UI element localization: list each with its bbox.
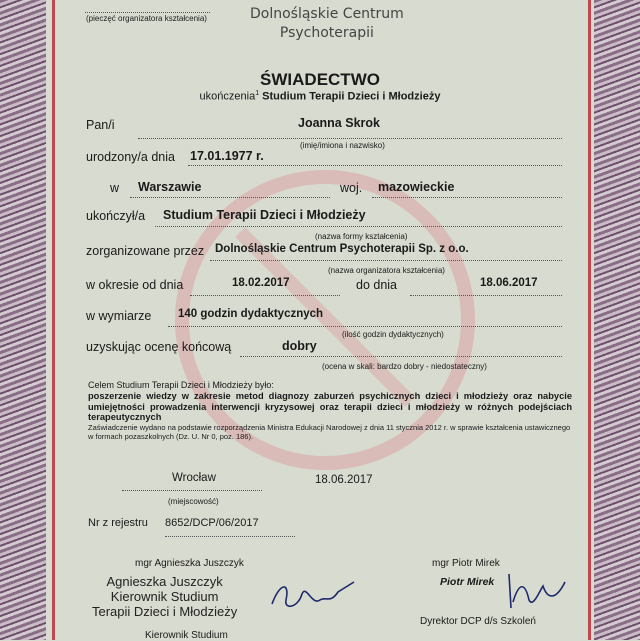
purpose-section bbox=[88, 380, 572, 441]
stamp-line-1: Agnieszka Juszczyk bbox=[106, 574, 223, 589]
subtitle-prefix: ukończenia bbox=[199, 90, 256, 103]
stamp-line-3: Terapii Dzieci i Młodzieży bbox=[92, 604, 238, 619]
period-label: w okresie od dnia bbox=[86, 278, 184, 292]
registry-value: 8652/DCP/06/2017 bbox=[165, 517, 259, 529]
organizer-logo bbox=[250, 5, 404, 43]
born-label: urodzony/a dnia bbox=[86, 150, 175, 164]
stamp-caption: (pieczęć organizatora kształcenia) bbox=[86, 14, 207, 23]
name-caption: (imię/imiona i nazwisko) bbox=[300, 141, 385, 150]
period-to-label: do dnia bbox=[356, 278, 398, 292]
document-title: ŚWIADECTWO bbox=[260, 70, 380, 89]
organized-caption: (nazwa organizatora kształcenia) bbox=[328, 266, 445, 275]
place-caption: (miejscowość) bbox=[168, 497, 219, 506]
left-signature bbox=[268, 578, 358, 614]
grade-label: uzyskując ocenę końcową bbox=[86, 340, 232, 354]
registry-label: Nr z rejestru bbox=[88, 517, 148, 529]
completed-caption: (nazwa formy kształcenia) bbox=[315, 232, 408, 241]
stamp-line-2: Kierownik Studium bbox=[110, 589, 219, 604]
right-signatory-name: mgr Piotr Mirek bbox=[432, 558, 500, 569]
right-stamp-name: Piotr Mirek bbox=[440, 576, 495, 588]
organized-label: zorganizowane przez bbox=[86, 244, 205, 258]
left-signatory-role: Kierownik Studium bbox=[145, 630, 228, 641]
issue-place: Wrocław bbox=[172, 472, 216, 484]
footnote-mark: 1 bbox=[255, 90, 260, 97]
hours-label: w wymiarze bbox=[86, 309, 152, 323]
grade-value: dobry bbox=[282, 339, 317, 353]
name-value: Joanna Skrok bbox=[298, 116, 380, 130]
right-signatory-role: Dyrektor DCP d/s Szkoleń bbox=[420, 616, 536, 627]
logo-line-1: Dolnośląskie Centrum bbox=[250, 6, 404, 22]
logo-line-2: Psychoterapii bbox=[279, 25, 374, 41]
hours-caption: (ilość godzin dydaktycznych) bbox=[342, 330, 444, 339]
born-value: 17.01.1977 r. bbox=[190, 149, 264, 163]
document-subtitle bbox=[0, 90, 640, 103]
legal-basis: Zaświadczenie wydano na podstawie rozporządzenia Ministra Edukacji Narodowej z dnia 11 stycznia 2012 r. w sprawie kształcenia ustawicznego w formach pozaszkolnych (Dz. U. Nr 0, poz. 186). bbox=[88, 422, 571, 441]
organized-value: Dolnośląskie Centrum Psychoterapii Sp. z o.o. bbox=[215, 243, 469, 255]
name-label: Pan/i bbox=[86, 118, 115, 132]
purpose-intro: Celem Studium Terapii Dzieci i Młodzieży było: bbox=[88, 380, 274, 390]
voivodeship-label: woj. bbox=[340, 181, 363, 195]
purpose-text: poszerzenie wiedzy w zakresie metod diagnozy zaburzeń psychicznych dzieci i młodzieży oraz nabycie umiejętności prowadzenia interwencji kryzysowej oraz terapii dzieci i młodzieży w różnych podejściach terapeutycznych bbox=[88, 391, 572, 422]
voivodeship-value: mazowieckie bbox=[378, 180, 455, 194]
period-from: 18.02.2017 bbox=[232, 277, 290, 289]
period-to: 18.06.2017 bbox=[480, 277, 538, 289]
right-signature bbox=[505, 572, 575, 610]
left-signatory-name: mgr Agnieszka Juszczyk bbox=[135, 558, 244, 569]
completed-label: ukończył/a bbox=[86, 209, 146, 223]
completed-value: Studium Terapii Dzieci i Młodzieży bbox=[163, 208, 366, 222]
place-label: w bbox=[110, 181, 120, 195]
grade-caption: (ocena w skali: bardzo dobry - niedostateczny) bbox=[322, 362, 487, 371]
subtitle-course: Studium Terapii Dzieci i Młodzieży bbox=[262, 90, 441, 103]
left-signatory-stamp bbox=[92, 574, 237, 619]
issue-date: 18.06.2017 bbox=[315, 474, 373, 486]
place-value: Warszawie bbox=[138, 180, 202, 194]
hours-value: 140 godzin dydaktycznych bbox=[178, 308, 324, 320]
